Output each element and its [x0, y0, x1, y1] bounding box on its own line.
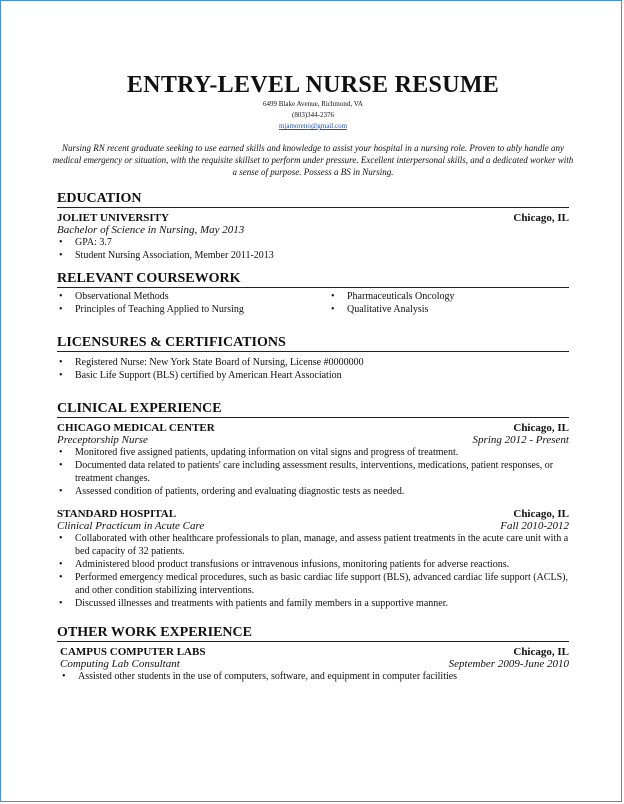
school-location: Chicago, IL	[513, 212, 569, 224]
list-item: • Basic Life Support (BLS) certified by American Heart Association	[57, 369, 569, 382]
section-heading: EDUCATION	[57, 192, 569, 208]
job-role: Clinical Practicum in Acute Care	[57, 520, 205, 532]
employer-location: Chicago, IL	[513, 508, 569, 520]
resume-title: ENTRY-LEVEL NURSE RESUME	[126, 72, 500, 98]
job-role: Computing Lab Consultant	[60, 658, 180, 670]
list-item: • GPA: 3.7	[57, 236, 569, 249]
employer-location: Chicago, IL	[513, 422, 569, 434]
employer-name: CHICAGO MEDICAL CENTER	[57, 422, 215, 434]
list-item: • Student Nursing Association, Member 2011-2013	[57, 249, 569, 262]
employer-name: CAMPUS COMPUTER LABS	[60, 646, 206, 658]
section-heading: OTHER WORK EXPERIENCE	[57, 626, 569, 642]
list-item: • Collaborated with other healthcare professionals to plan, manage, and assess patient treatments in the acute care unit with a bed capacity of 32 patients.	[57, 532, 569, 558]
email-link[interactable]: mjamoreno@gmail.com	[278, 122, 348, 130]
list-item: • Observational Methods	[57, 290, 329, 303]
licensures-section	[57, 336, 569, 382]
list-item: • Administered blood product transfusions or intravenous infusions, monitoring patients for adverse reactions.	[57, 558, 569, 571]
other-work-section	[57, 626, 569, 683]
section-heading: LICENSURES & CERTIFICATIONS	[57, 336, 569, 352]
job-dates: Fall 2010-2012	[500, 520, 569, 532]
coursework-section	[57, 272, 569, 316]
list-item: • Principles of Teaching Applied to Nursing	[57, 303, 329, 316]
employer-location: Chicago, IL	[513, 646, 569, 658]
address-text: 6499 Blake Avenue, Richmond, VA	[263, 100, 363, 108]
list-item: • Pharmaceuticals Oncology	[329, 290, 569, 303]
section-heading: CLINICAL EXPERIENCE	[57, 402, 569, 418]
list-item: • Assessed condition of patients, ordering and evaluating diagnostic tests as needed.	[57, 485, 569, 498]
clinical-section	[57, 402, 569, 610]
employer-name: STANDARD HOSPITAL	[57, 508, 177, 520]
phone-text: (803)344-2376	[292, 111, 334, 119]
section-heading: RELEVANT COURSEWORK	[57, 272, 569, 288]
list-item: • Performed emergency medical procedures, such as basic cardiac life support (BLS), advanced cardiac life support (ACLS), and other condition stabilizing interventions.	[57, 571, 569, 597]
list-item: • Documented data related to patients' care including assessment results, interventions, medications, patient responses, or treatment changes.	[57, 459, 569, 485]
job-dates: Spring 2012 - Present	[472, 434, 569, 446]
education-section	[57, 192, 569, 262]
job-role: Preceptorship Nurse	[57, 434, 148, 446]
job-dates: September 2009-June 2010	[448, 658, 569, 670]
list-item: • Assisted other students in the use of computers, software, and equipment in computer facilities	[60, 670, 569, 683]
degree-text: Bachelor of Science in Nursing, May 2013	[57, 224, 245, 236]
list-item: • Monitored five assigned patients, updating information on vital signs and progress of treatment.	[57, 446, 569, 459]
school-name: JOLIET UNIVERSITY	[57, 212, 169, 224]
resume-content	[52, 71, 574, 683]
list-item: • Discussed illnesses and treatments with patients and family members in a supportive manner.	[57, 597, 569, 610]
list-item: • Qualitative Analysis	[329, 303, 569, 316]
summary-paragraph: Nursing RN recent graduate seeking to use earned skills and knowledge to assist your hospital in a nursing role. Proven to ably handle any medical emergency or situation, with the requisite skillset to perform under pressure. Excellent interpersonal skills, and a dedicated worker with a sense of purpose. Possess a BS in Nursing.	[52, 143, 574, 177]
list-item: • Registered Nurse: New York State Board of Nursing, License #0000000	[57, 356, 569, 369]
contact-block	[57, 99, 569, 132]
